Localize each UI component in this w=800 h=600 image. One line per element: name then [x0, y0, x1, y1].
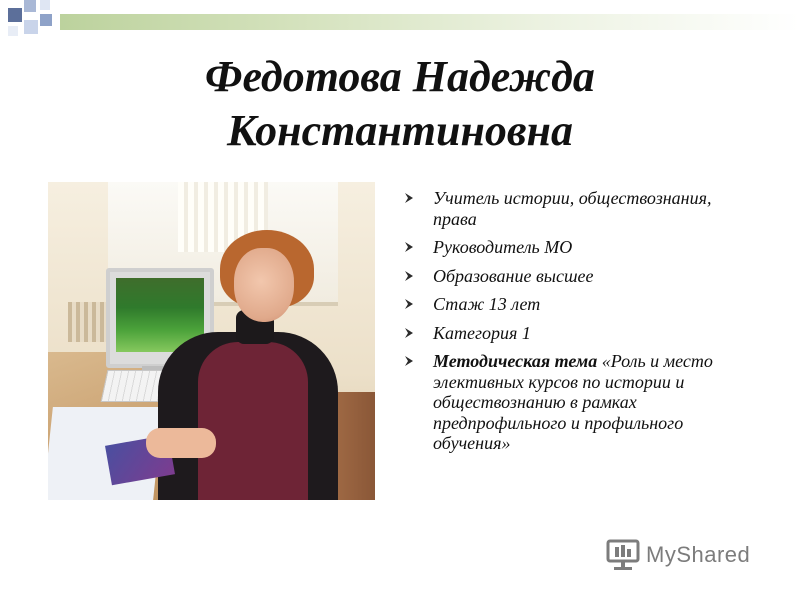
decor-square [40, 14, 52, 26]
bullet-text: Руководитель МО [433, 237, 573, 257]
bullet-item [398, 351, 750, 454]
bullet-item [398, 294, 750, 315]
arrow-bullet-icon [402, 353, 418, 369]
photo-person-vest [198, 342, 308, 500]
decor-square [24, 0, 36, 12]
bullet-text: Категория 1 [433, 322, 531, 343]
myshared-watermark [606, 538, 776, 574]
photo-person-face [234, 248, 294, 322]
arrow-bullet-icon [402, 268, 418, 284]
arrow-bullet-icon [402, 190, 418, 206]
myshared-logo-icon [606, 538, 642, 572]
bullet-item [398, 266, 750, 287]
bullet-list [398, 188, 750, 462]
teacher-photo [48, 182, 375, 500]
bullet-item [398, 188, 750, 229]
gradient-bar [60, 14, 800, 30]
bullet-item [398, 323, 750, 344]
decor-square [8, 26, 18, 36]
bullet-text: Учитель истории, обществознания, права [433, 188, 712, 229]
bullet-text: Образование высшее [433, 265, 594, 286]
arrow-bullet-icon [402, 239, 418, 255]
photo-person-hands [146, 428, 216, 458]
title-line-2: Константиновна [227, 106, 573, 155]
decor-square [24, 20, 38, 34]
brand-name: MyShared [646, 542, 751, 567]
decorative-header-band [0, 0, 800, 46]
decor-square [8, 8, 22, 22]
bullet-bold-text: Методическая тема [433, 351, 598, 371]
bullet-item [398, 237, 750, 258]
decor-square [40, 0, 50, 10]
arrow-bullet-icon [402, 325, 418, 341]
arrow-bullet-icon [402, 296, 418, 312]
bullet-text: Стаж 13 лет [433, 294, 541, 314]
bullet-text: «Роль и место элективных курсов по истории и обществознанию в рамках предпрофильного и профильного обучения» [433, 351, 713, 453]
title-line-1: Федотова Надежда [205, 52, 595, 101]
slide-title [0, 50, 800, 158]
